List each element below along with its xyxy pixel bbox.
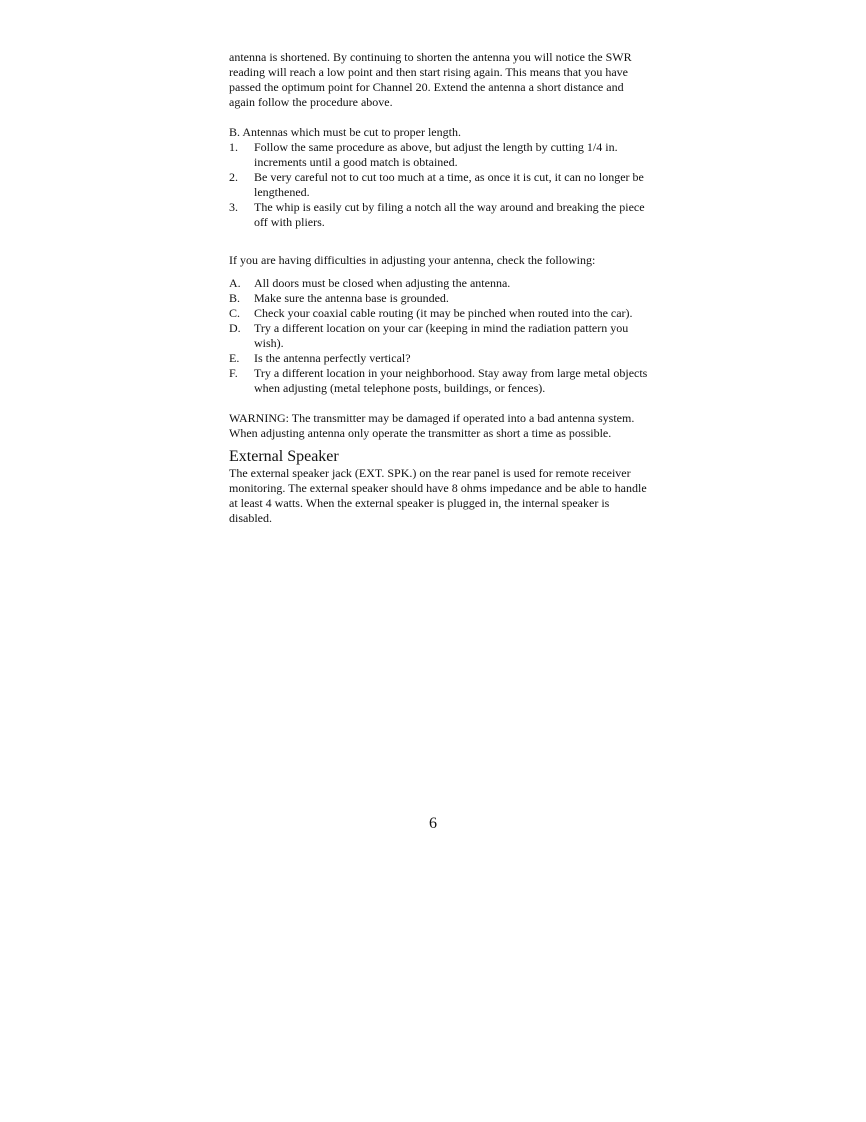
list-marker: E.	[229, 351, 240, 365]
list-item	[229, 170, 649, 200]
checklist	[229, 276, 649, 396]
list-item	[229, 291, 649, 306]
list-item	[229, 276, 649, 291]
list-item	[229, 366, 649, 396]
warning-paragraph: WARNING: The transmitter may be damaged if operated into a bad antenna system. When adjusting antenna only operate the transmitter as short a time as possible.	[229, 411, 635, 440]
list-item	[229, 351, 649, 366]
list-marker: 2.	[229, 170, 238, 184]
list-item-text: The whip is easily cut by filing a notch all the way around and breaking the piece off with pliers.	[254, 200, 645, 229]
list-item	[229, 306, 649, 321]
list-item-text: Try a different location on your car (keeping in mind the radiation pattern you wish).	[254, 321, 629, 350]
external-speaker-paragraph: The external speaker jack (EXT. SPK.) on the rear panel is used for remote receiver monitoring. The external speaker should have 8 ohms impedance and be able to handle at least 4 watts. When the external speaker is plugged in, the internal speaker is disabled.	[229, 466, 647, 525]
external-speaker-heading: External Speaker	[229, 448, 339, 465]
list-marker: B.	[229, 291, 241, 305]
page-number: 6	[429, 815, 437, 832]
list-item-text: All doors must be closed when adjusting the antenna.	[254, 276, 511, 290]
list-item-text: Check your coaxial cable routing (it may be pinched when routed into the car).	[254, 306, 633, 320]
list-marker: A.	[229, 276, 241, 290]
checklist-heading: If you are having difficulties in adjusting your antenna, check the following:	[229, 253, 596, 267]
intro-paragraph: antenna is shortened. By continuing to shorten the antenna you will notice the SWR reading will reach a low point and then start rising again. This means that you have passed the optimum point for Channel 20. Extend the antenna a short distance and again follow the procedure above.	[229, 50, 632, 109]
section-b	[229, 125, 649, 230]
list-item	[229, 140, 649, 170]
list-item-text: Is the antenna perfectly vertical?	[254, 351, 411, 365]
list-item-text: Make sure the antenna base is grounded.	[254, 291, 449, 305]
list-marker: 3.	[229, 200, 238, 214]
section-b-heading: B. Antennas which must be cut to proper length.	[229, 125, 461, 139]
list-item	[229, 321, 649, 351]
list-marker: 1.	[229, 140, 238, 154]
list-item-text: Be very careful not to cut too much at a time, as once it is cut, it can no longer be lengthened.	[254, 170, 644, 199]
list-item-text: Follow the same procedure as above, but adjust the length by cutting 1/4 in. increments until a good match is obtained.	[254, 140, 618, 169]
list-item-text: Try a different location in your neighborhood. Stay away from large metal objects when adjusting (metal telephone posts, buildings, or fences).	[254, 366, 648, 395]
section-b-list	[229, 140, 649, 230]
list-item	[229, 200, 649, 230]
list-marker: F.	[229, 366, 238, 380]
document-page	[229, 50, 649, 526]
list-marker: C.	[229, 306, 241, 320]
list-marker: D.	[229, 321, 241, 335]
